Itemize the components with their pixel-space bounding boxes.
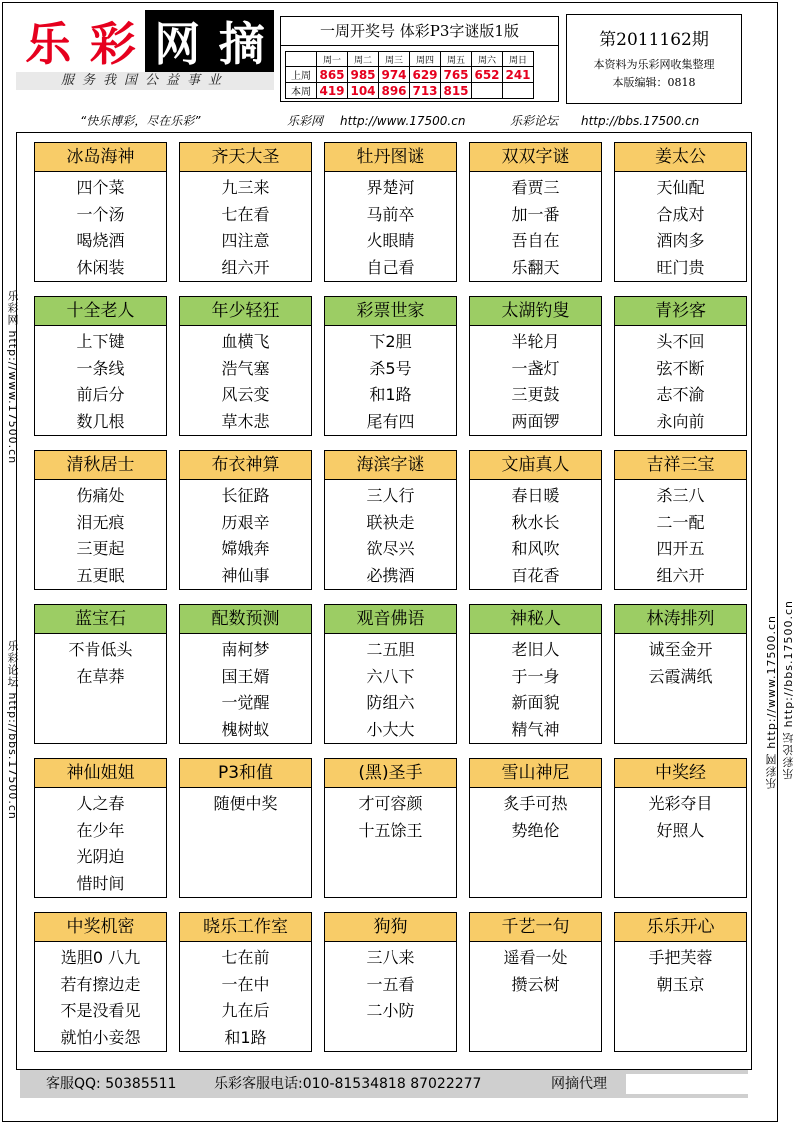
card-title: 太湖钓叟	[470, 297, 601, 326]
side-text-left-bottom: 乐彩论坛 http://bbs.17500.cn	[6, 640, 19, 820]
card-line: 一五看	[366, 974, 415, 994]
day-label: 周日	[503, 52, 534, 67]
card-line: 新面貌	[511, 693, 560, 712]
card-line: 下2胆	[369, 332, 412, 351]
card-line: 和风吹	[511, 539, 560, 558]
card-title: 狗狗	[325, 913, 456, 942]
card-line: 手把芙蓉	[648, 948, 713, 967]
card-line: 组六开	[656, 565, 705, 585]
card-lines	[180, 634, 311, 743]
this-week-row	[286, 83, 534, 99]
card-title: 十全老人	[35, 297, 166, 326]
card-line: 旺门贵	[656, 257, 705, 277]
card-line: 秋水长	[511, 512, 560, 532]
logo-chars	[16, 10, 274, 72]
card-line: 七在前	[221, 948, 270, 967]
card-lines	[325, 326, 456, 435]
side-text-right-inner: 乐彩网 http://www.17500.cn	[765, 615, 778, 790]
card-title: 彩票世家	[325, 297, 456, 326]
draw-number	[472, 83, 503, 99]
card-lines	[180, 326, 311, 435]
riddle-card	[324, 912, 457, 1052]
card-line: 小大大	[366, 719, 415, 739]
card-title: 乐乐开心	[615, 913, 746, 942]
draw-number: 713	[410, 83, 441, 99]
issue-number: 第2011162期	[599, 30, 709, 50]
card-line: 九三来	[221, 178, 270, 197]
card-line: 上下键	[76, 332, 125, 351]
card-title: 海滨字谜	[325, 451, 456, 480]
card-lines	[180, 942, 311, 1051]
riddle-card	[179, 604, 312, 744]
riddle-card	[469, 604, 602, 744]
logo-char: 摘	[210, 10, 275, 72]
card-lines	[180, 788, 311, 818]
riddle-card	[469, 142, 602, 282]
card-line: 在少年	[76, 820, 125, 840]
card-line: 三更鼓	[511, 385, 560, 404]
riddle-card	[469, 758, 602, 898]
card-line: 必携酒	[366, 565, 415, 585]
logo-char: 彩	[89, 17, 136, 71]
card-line: 一觉醒	[221, 693, 270, 712]
card-line: 四开五	[656, 539, 705, 558]
riddle-card	[179, 912, 312, 1052]
draw-results-table	[285, 51, 534, 99]
card-line: 酒肉多	[656, 231, 705, 250]
card-line: 三更起	[76, 539, 125, 558]
card-line: 好照人	[656, 820, 705, 840]
site2-name: 乐彩论坛	[510, 114, 559, 128]
card-lines	[325, 788, 456, 844]
day-label: 周四	[410, 52, 441, 67]
card-title: 千艺一句	[470, 913, 601, 942]
card-title: 齐天大圣	[180, 143, 311, 172]
card-line: 遥看一处	[503, 948, 568, 967]
card-lines	[615, 634, 746, 690]
card-line: 一在中	[221, 974, 270, 994]
card-line: 永向前	[656, 411, 705, 431]
draw-days-row	[286, 52, 534, 67]
card-line: 泪无痕	[76, 512, 125, 532]
card-line: 四个菜	[76, 178, 125, 197]
site1-url-link[interactable]: http://www.17500.cn	[340, 114, 466, 128]
card-line: 防组六	[366, 693, 415, 712]
card-line: 欲尽兴	[366, 539, 415, 558]
issue-note: 本资料为乐彩网收集整理	[593, 58, 715, 71]
card-line: 杀三八	[656, 486, 705, 505]
footer-bar	[20, 1070, 748, 1098]
day-label: 周五	[441, 52, 472, 67]
card-line: 光阴迫	[76, 847, 125, 866]
card-lines	[470, 942, 601, 998]
card-line: 加一番	[511, 204, 560, 224]
card-lines	[35, 326, 166, 435]
card-title: 牡丹图谜	[325, 143, 456, 172]
card-line: 云霞满纸	[648, 666, 713, 686]
card-title: P3和值	[180, 759, 311, 788]
card-line: 一条线	[76, 358, 125, 378]
card-line: 长征路	[221, 486, 270, 505]
riddle-card	[34, 604, 167, 744]
draw-number: 765	[441, 67, 472, 83]
card-lines	[615, 788, 746, 844]
card-title: 观音佛语	[325, 605, 456, 634]
riddle-card	[324, 758, 457, 898]
card-line: 若有擦边走	[60, 974, 141, 994]
footer-qq: 客服QQ: 50385511	[46, 1076, 177, 1092]
draw-number: 104	[348, 83, 379, 99]
riddle-card	[614, 758, 747, 898]
card-line: 半轮月	[511, 332, 560, 351]
card-line: 浩气塞	[221, 358, 270, 378]
card-lines	[35, 942, 166, 1051]
agent-input-box	[626, 1074, 766, 1094]
logo-slogan: 服务我国公益事业	[16, 72, 274, 90]
card-title: 双双字谜	[470, 143, 601, 172]
card-line: 选胆0 八九	[60, 948, 141, 967]
issue-box	[566, 14, 742, 104]
card-line: 二一配	[656, 512, 705, 532]
card-line: 和1路	[369, 385, 412, 404]
card-line: 槐树蚁	[221, 719, 270, 739]
card-line: 前后分	[76, 385, 125, 404]
card-line: 二小防	[366, 1001, 415, 1020]
card-line: 五更眠	[76, 565, 125, 585]
logo-char: 乐	[25, 17, 72, 71]
card-line: 四注意	[221, 231, 270, 250]
card-lines	[325, 634, 456, 743]
card-line: 志不渝	[656, 385, 705, 404]
card-line: 老旧人	[511, 640, 560, 659]
card-line: 界楚河	[366, 178, 415, 197]
card-lines	[615, 942, 746, 998]
card-line: 头不回	[656, 332, 705, 351]
draw-number: 652	[472, 67, 503, 83]
card-line: 精气神	[511, 719, 560, 739]
draw-number: 241	[503, 67, 534, 83]
riddle-card	[469, 912, 602, 1052]
logo	[16, 10, 274, 90]
card-title: 青衫客	[615, 297, 746, 326]
riddle-grid	[34, 142, 750, 1060]
side-text-right-outer: 乐彩论坛 http://bbs.17500.cn	[782, 600, 795, 780]
riddle-card	[179, 296, 312, 436]
card-lines	[180, 172, 311, 281]
card-line: 看贾三	[511, 178, 560, 197]
card-line: 一个汤	[76, 204, 125, 224]
draw-number: 896	[379, 83, 410, 99]
card-line: 历艰辛	[221, 512, 270, 532]
card-line: 弦不断	[656, 358, 705, 378]
card-line: 杀5号	[369, 358, 412, 378]
card-line: 血横飞	[221, 332, 270, 351]
row-label: 上周	[286, 67, 317, 83]
card-title: (黑)圣手	[325, 759, 456, 788]
draw-number	[503, 83, 534, 99]
riddle-card	[34, 758, 167, 898]
card-line: 不肯低头	[68, 640, 133, 659]
card-line: 人之春	[76, 794, 125, 813]
card-line: 两面锣	[511, 411, 560, 431]
card-line: 数几根	[76, 411, 125, 431]
footer-phone: 乐彩客服电话:010-81534818 87022277	[214, 1076, 482, 1092]
riddle-card	[34, 296, 167, 436]
site-bar	[14, 110, 750, 132]
card-line: 合成对	[656, 204, 705, 224]
card-title: 雪山神尼	[470, 759, 601, 788]
card-line: 风云变	[221, 385, 270, 404]
card-title: 布衣神算	[180, 451, 311, 480]
riddle-card	[324, 296, 457, 436]
card-title: 神秘人	[470, 605, 601, 634]
card-lines	[180, 480, 311, 589]
card-line: 朝玉京	[656, 974, 705, 994]
draw-number: 974	[379, 67, 410, 83]
riddle-card	[34, 450, 167, 590]
card-title: 清秋居士	[35, 451, 166, 480]
card-line: 伤痛处	[76, 486, 125, 505]
riddle-card	[324, 450, 457, 590]
card-line: 不是没看见	[60, 1001, 141, 1020]
card-lines	[35, 788, 166, 897]
card-lines	[325, 172, 456, 281]
card-line: 喝烧酒	[76, 231, 125, 250]
card-title: 姜太公	[615, 143, 746, 172]
card-line: 七在看	[221, 204, 270, 224]
card-lines	[470, 326, 601, 435]
riddle-card	[614, 296, 747, 436]
riddle-card	[614, 450, 747, 590]
card-line: 尾有四	[366, 411, 415, 431]
card-line: 草木悲	[221, 411, 270, 431]
card-title: 文庙真人	[470, 451, 601, 480]
card-lines	[325, 480, 456, 589]
riddle-card	[614, 142, 747, 282]
card-lines	[470, 172, 601, 281]
card-line: 休闲装	[76, 257, 125, 277]
riddle-card	[469, 296, 602, 436]
draw-results-box	[280, 16, 559, 102]
riddle-card	[34, 912, 167, 1052]
card-title: 冰岛海神	[35, 143, 166, 172]
card-lines	[35, 634, 166, 690]
card-line: 随便中奖	[213, 794, 278, 813]
row-label: 本周	[286, 83, 317, 99]
card-lines	[35, 480, 166, 589]
draw-number: 815	[441, 83, 472, 99]
card-title: 蓝宝石	[35, 605, 166, 634]
draw-number: 629	[410, 67, 441, 83]
riddle-card	[469, 450, 602, 590]
card-lines	[470, 788, 601, 844]
card-line: 十五馀王	[358, 820, 423, 840]
site-slogan: “快乐博彩，尽在乐彩”	[80, 114, 201, 128]
card-lines	[470, 480, 601, 589]
draw-number: 985	[348, 67, 379, 83]
card-line: 诚至金开	[648, 640, 713, 659]
card-line: 惜时间	[76, 873, 125, 893]
card-line: 马前卒	[366, 204, 415, 224]
card-title: 神仙姐姐	[35, 759, 166, 788]
card-line: 天仙配	[656, 178, 705, 197]
card-line: 光彩夺目	[648, 794, 713, 813]
card-line: 火眼睛	[366, 231, 415, 250]
riddle-card	[324, 604, 457, 744]
draw-number: 865	[317, 67, 348, 83]
card-title: 配数预测	[180, 605, 311, 634]
card-line: 才可容颜	[358, 794, 423, 813]
riddle-card	[614, 912, 747, 1052]
card-line: 就怕小妾怨	[60, 1027, 141, 1047]
card-line: 攒云树	[511, 974, 560, 994]
riddle-card	[179, 758, 312, 898]
riddle-card	[179, 142, 312, 282]
card-title: 年少轻狂	[180, 297, 311, 326]
last-week-row	[286, 67, 534, 83]
draw-number: 419	[317, 83, 348, 99]
card-lines	[35, 172, 166, 281]
side-text-left-top: 乐彩网 http://www.17500.cn	[6, 290, 19, 465]
card-title: 林涛排列	[615, 605, 746, 634]
card-title: 晓乐工作室	[180, 913, 311, 942]
card-line: 乐翻天	[511, 257, 560, 277]
card-line: 春日暖	[511, 486, 560, 505]
card-lines	[615, 326, 746, 435]
card-line: 自己看	[366, 257, 415, 277]
card-line: 在草莽	[76, 666, 125, 686]
card-line: 联袂走	[366, 512, 415, 532]
riddle-card	[614, 604, 747, 744]
logo-char: 网	[145, 10, 210, 72]
draw-results-title: 一周开奖号 体彩P3字谜版1版	[281, 17, 558, 46]
card-line: 百花香	[511, 565, 560, 585]
card-title: 中奖经	[615, 759, 746, 788]
riddle-card	[324, 142, 457, 282]
site1-name: 乐彩网	[287, 114, 324, 128]
card-line: 国王婿	[221, 666, 270, 686]
issue-editor: 本版编辑：0818	[612, 76, 696, 89]
card-title: 中奖机密	[35, 913, 166, 942]
card-line: 炙手可热	[503, 794, 568, 813]
card-line: 势绝伦	[511, 820, 560, 840]
card-line: 于一身	[511, 666, 560, 686]
riddle-card	[34, 142, 167, 282]
card-line: 三八来	[366, 948, 415, 967]
card-line: 组六开	[221, 257, 270, 277]
card-line: 三人行	[366, 486, 415, 505]
day-label: 周三	[379, 52, 410, 67]
card-line: 一盏灯	[511, 358, 560, 378]
card-line: 二五胆	[366, 640, 415, 659]
card-line: 吾自在	[511, 231, 560, 250]
card-lines	[615, 480, 746, 589]
riddle-card	[179, 450, 312, 590]
card-lines	[325, 942, 456, 1025]
card-line: 六八下	[366, 666, 415, 686]
card-line: 九在后	[221, 1001, 270, 1020]
day-label: 周二	[348, 52, 379, 67]
card-title: 吉祥三宝	[615, 451, 746, 480]
card-line: 和1路	[224, 1027, 267, 1047]
card-lines	[615, 172, 746, 281]
card-line: 嫦娥奔	[221, 539, 270, 558]
card-line: 神仙事	[221, 565, 270, 585]
site2-url-link[interactable]: http://bbs.17500.cn	[581, 114, 700, 128]
card-line: 南柯梦	[221, 640, 270, 659]
day-label: 周一	[317, 52, 348, 67]
day-label: 周六	[472, 52, 503, 67]
card-lines	[470, 634, 601, 743]
footer-agent-label: 网摘代理	[551, 1076, 607, 1092]
empty-cell	[286, 52, 317, 67]
